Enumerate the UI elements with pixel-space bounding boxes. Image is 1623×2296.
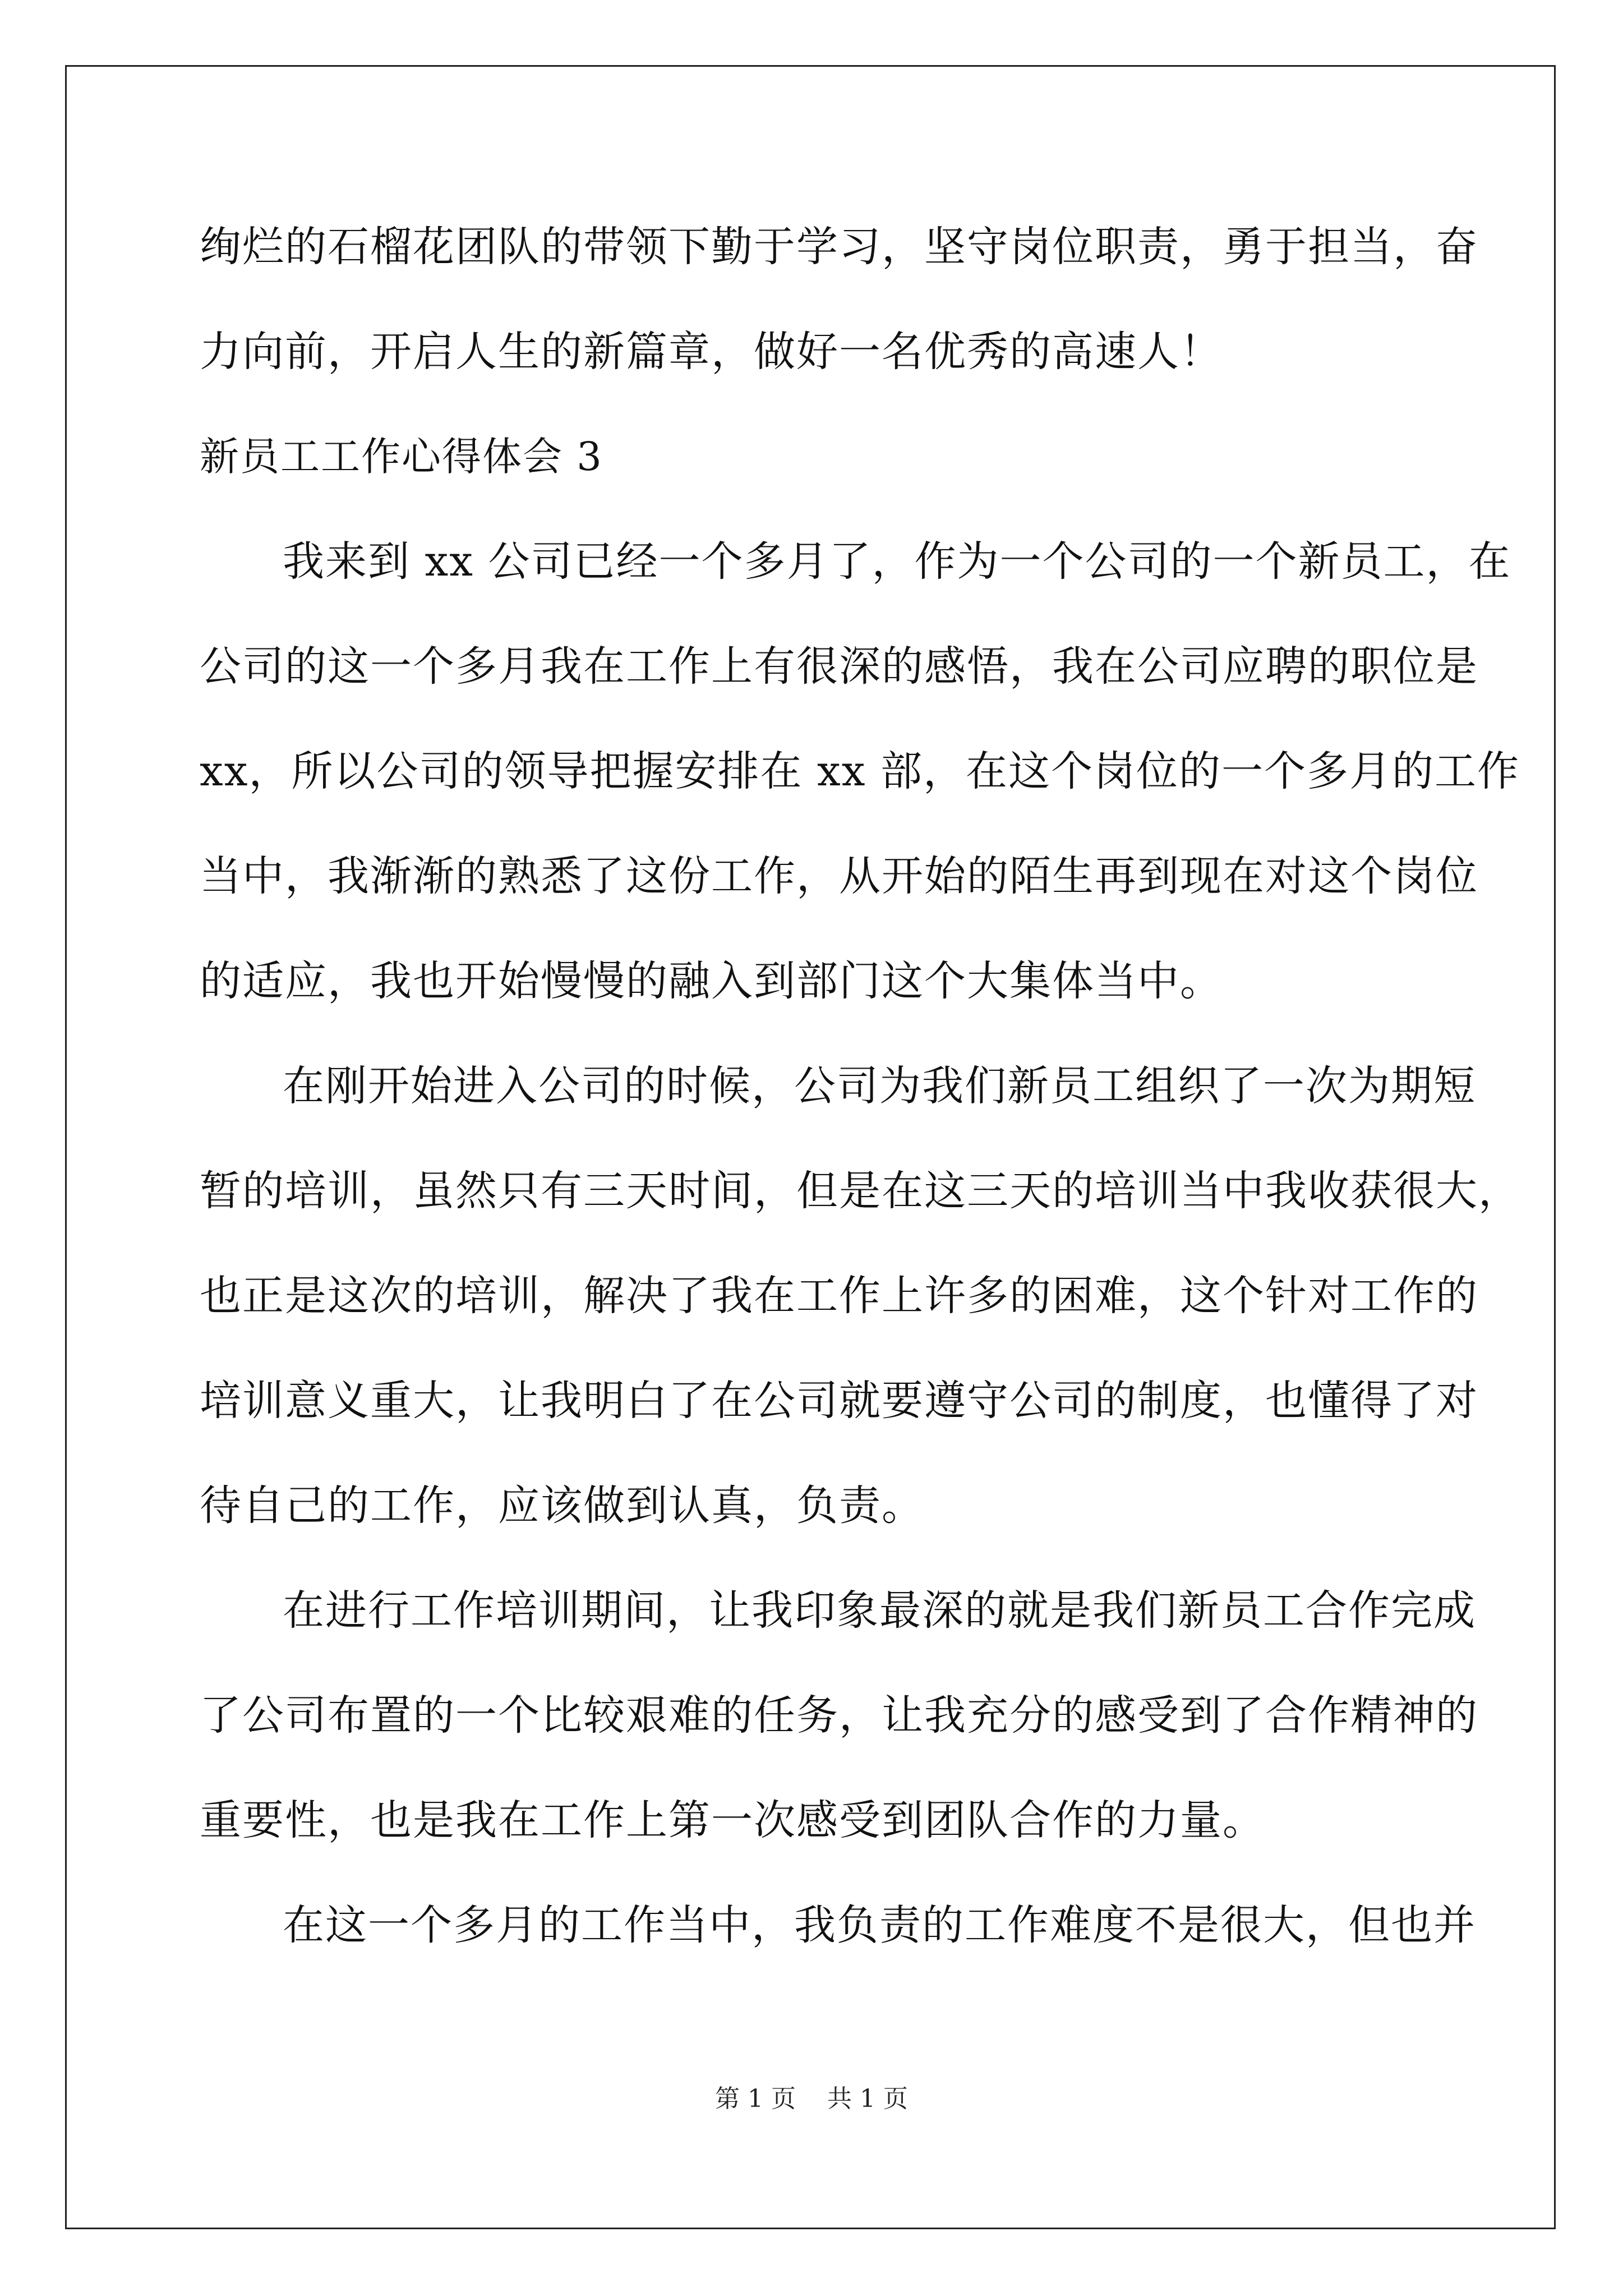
body-line: 培训意义重大，让我明白了在公司就要遵守公司的制度，也懂得了对 (200, 1377, 1478, 1425)
body-line: 在进行工作培训期间，让我印象最深的就是我们新员工合作完成 (283, 1586, 1476, 1635)
body-line: 重要性，也是我在工作上第一次感受到团队合作的力量。 (200, 1796, 1265, 1844)
section-heading: 新员工工作心得体会 3 (200, 434, 603, 480)
body-line: 公司的这一个多月我在工作上有很深的感悟，我在公司应聘的职位是 (200, 642, 1478, 691)
body-line: 的适应，我也开始慢慢的融入到部门这个大集体当中。 (200, 957, 1223, 1005)
body-line: 我来到 xx 公司已经一个多月了，作为一个公司的一个新员工，在 (283, 537, 1511, 586)
body-line: 也正是这次的培训，解决了我在工作上许多的困难，这个针对工作的 (200, 1272, 1478, 1320)
body-line: 在刚开始进入公司的时候，公司为我们新员工组织了一次为期短 (283, 1062, 1476, 1110)
page-footer: 第 1 页 共 1 页 (715, 2085, 908, 2113)
body-line: 暂的培训，虽然只有三天时间，但是在这三天的培训当中我收获很大， (200, 1167, 1521, 1215)
body-line: 了公司布置的一个比较艰难的任务，让我充分的感受到了合作精神的 (200, 1691, 1478, 1740)
body-line: 力向前，开启人生的新篇章，做好一名优秀的高速人！ (200, 328, 1223, 376)
body-line: 绚烂的石榴花团队的带领下勤于学习，坚守岗位职责，勇于担当，奋 (200, 223, 1478, 271)
body-line: xx，所以公司的领导把握安排在 xx 部，在这个岗位的一个多月的工作 (200, 747, 1520, 795)
body-line: 待自己的工作，应该做到认真，负责。 (200, 1481, 924, 1530)
body-line: 在这一个多月的工作当中，我负责的工作难度不是很大，但也并 (283, 1901, 1476, 1949)
body-line: 当中，我渐渐的熟悉了这份工作，从开始的陌生再到现在对这个岗位 (200, 852, 1478, 900)
